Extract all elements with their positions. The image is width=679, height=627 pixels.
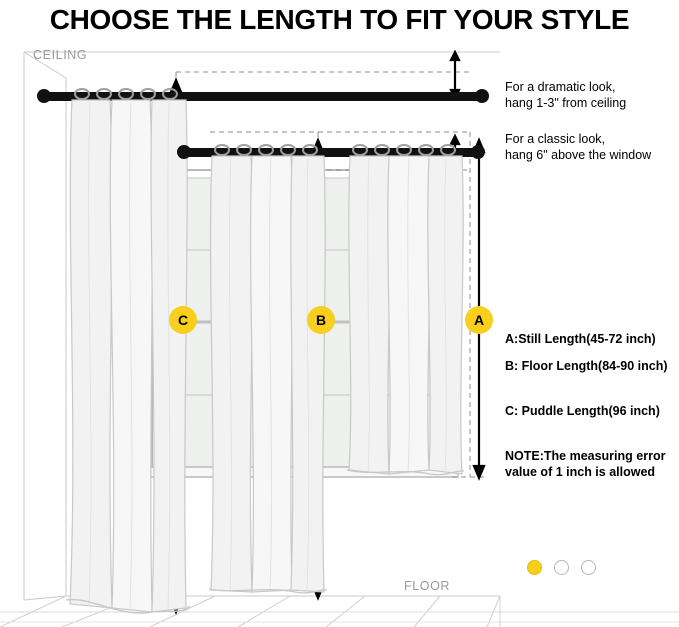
carousel-dot-1[interactable] bbox=[527, 560, 542, 575]
legend-c-puddle-length: C: Puddle Length(96 inch) bbox=[505, 404, 660, 418]
classic-look-note bbox=[505, 131, 651, 163]
badge-c: C bbox=[169, 306, 197, 334]
badge-b: B bbox=[307, 306, 335, 334]
page-title: CHOOSE THE LENGTH TO FIT YOUR STYLE bbox=[49, 4, 630, 35]
badge-a: A bbox=[465, 306, 493, 334]
carousel-dot-2[interactable] bbox=[554, 560, 569, 575]
dramatic-look-line-2: hang 1-3" from ceiling bbox=[505, 96, 627, 110]
measuring-error-line-2: value of 1 inch is allowed bbox=[505, 465, 656, 479]
measuring-error-note bbox=[505, 448, 665, 480]
classic-look-line-1: For a classic look, bbox=[505, 132, 606, 146]
carousel-dot-3[interactable] bbox=[581, 560, 596, 575]
dramatic-look-line-1: For a dramatic look, bbox=[505, 80, 616, 94]
ceiling-label: CEILING bbox=[33, 48, 88, 62]
legend-b-floor-length: B: Floor Length(84-90 inch) bbox=[505, 359, 668, 373]
measuring-error-line-1: NOTE:The measuring error bbox=[505, 449, 666, 463]
floor-label: FLOOR bbox=[404, 579, 451, 593]
classic-look-line-2: hang 6" above the window bbox=[505, 148, 652, 162]
legend-a-sill-length: A:Still Length(45-72 inch) bbox=[505, 332, 656, 346]
dramatic-look-note bbox=[505, 79, 626, 111]
carousel-dots[interactable] bbox=[527, 560, 596, 575]
